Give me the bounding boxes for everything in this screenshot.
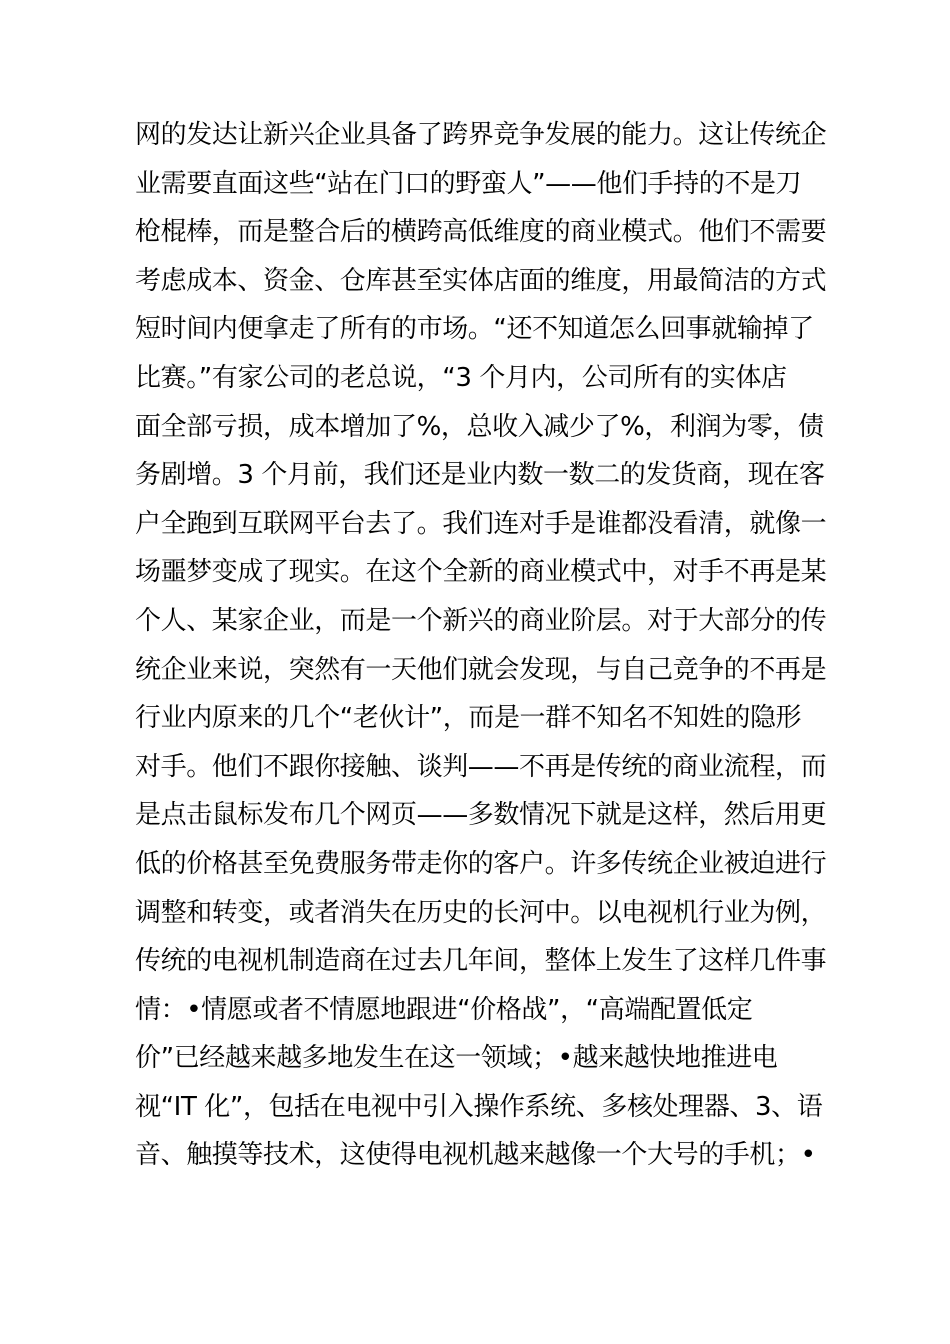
text-line: 务剧增。3 个月前，我们还是业内数一数二的发货商，现在客 [135, 460, 825, 491]
text-line: 对手。他们不跟你接触、谈判——不再是传统的商业流程，而 [135, 751, 827, 782]
text-line: 情：•情愿或者不情愿地跟进“价格战”，“高端配置低定 [135, 994, 753, 1025]
text-line: 统企业来说，突然有一天他们就会发现，与自己竞争的不再是 [135, 654, 827, 685]
text-line: 音、触摸等技术，这使得电视机越来越像一个大号的手机；• [135, 1140, 816, 1171]
text-line: 户全跑到互联网平台去了。我们连对手是谁都没看清，就像一 [135, 508, 827, 539]
text-line: 传统的电视机制造商在过去几年间，整体上发生了这样几件事 [135, 946, 827, 977]
text-line: 个人、某家企业，而是一个新兴的商业阶层。对于大部分的传 [135, 605, 827, 636]
text-line: 业需要直面这些“站在门口的野蛮人”——他们手持的不是刀 [135, 168, 802, 199]
text-line: 比赛。”有家公司的老总说，“3 个月内，公司所有的实体店 [135, 362, 787, 393]
text-line: 行业内原来的几个“老伙计”，而是一群不知名不知姓的隐形 [135, 703, 802, 734]
text-line: 调整和转变，或者消失在历史的长河中。以电视机行业为例， [135, 897, 827, 928]
text-line: 枪棍棒，而是整合后的横跨高低维度的商业模式。他们不需要 [135, 217, 827, 248]
text-line: 网的发达让新兴企业具备了跨界竞争发展的能力。这让传统企 [135, 120, 827, 150]
text-line: 视“IT 化”，包括在电视中引入操作系统、多核处理器、3、语 [135, 1091, 823, 1122]
text-line: 是点击鼠标发布几个网页——多数情况下就是这样，然后用更 [135, 800, 827, 831]
text-line: 面全部亏损，成本增加了%，总收入减少了%，利润为零，债 [135, 411, 824, 442]
text-line: 短时间内便拿走了所有的市场。“还不知道怎么回事就输掉了 [135, 314, 814, 345]
body-paragraph [135, 111, 835, 1180]
text-line: 考虑成本、资金、仓库甚至实体店面的维度，用最简洁的方式 [135, 265, 827, 296]
text-line: 场噩梦变成了现实。在这个全新的商业模式中，对手不再是某 [135, 557, 827, 588]
text-line: 价”已经越来越多地发生在这一领域；•越来越快地推进电 [135, 1043, 778, 1074]
text-line: 低的价格甚至免费服务带走你的客户。许多传统企业被迫进行 [135, 848, 827, 879]
